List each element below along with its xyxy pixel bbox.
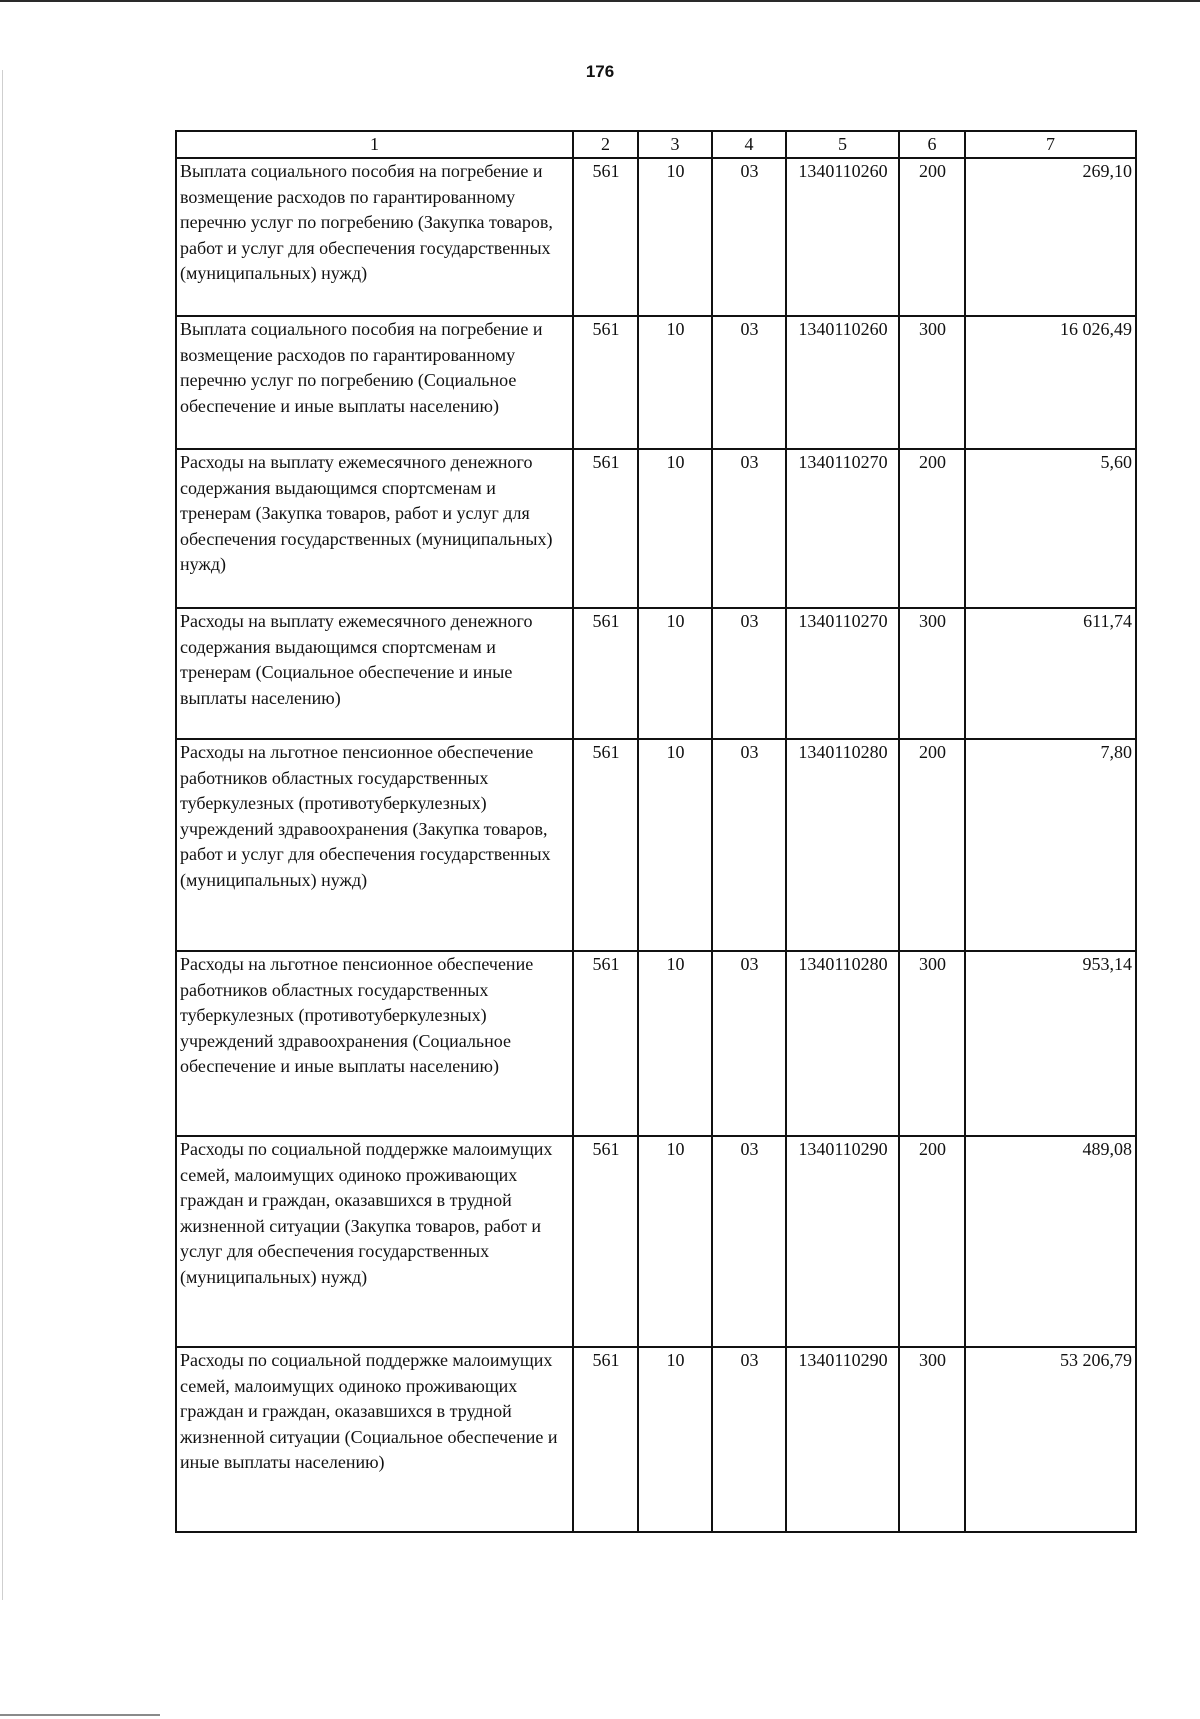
table-row bbox=[176, 1347, 1136, 1532]
row-ministry: 561 bbox=[573, 739, 638, 951]
row-ministry: 561 bbox=[573, 316, 638, 449]
row-description: Расходы по социальной поддержке малоимущих семей, малоимущих одиноко проживающих граждан и граждан, оказавшихся в трудной жизненной ситуации (Закупка товаров, работ и услуг для обеспечения государственных (муниципальных) нужд) bbox=[176, 1136, 573, 1347]
row-target-article: 1340110270 bbox=[786, 608, 899, 739]
row-expense-type: 300 bbox=[899, 951, 965, 1136]
row-target-article: 1340110260 bbox=[786, 158, 899, 316]
header-cell: 5 bbox=[786, 131, 899, 158]
row-expense-type: 300 bbox=[899, 1347, 965, 1532]
row-ministry: 561 bbox=[573, 1136, 638, 1347]
row-target-article: 1340110270 bbox=[786, 449, 899, 608]
table-header-row bbox=[176, 131, 1136, 158]
row-subsection: 03 bbox=[712, 608, 786, 739]
row-amount: 5,60 bbox=[965, 449, 1136, 608]
row-section: 10 bbox=[638, 1136, 712, 1347]
page-number: 176 bbox=[585, 62, 615, 81]
row-section: 10 bbox=[638, 951, 712, 1136]
row-description: Расходы на выплату ежемесячного денежного содержания выдающимся спортсменам и тренерам (Закупка товаров, работ и услуг для обеспечения государственных (муниципальных) нужд) bbox=[176, 449, 573, 608]
header-cell: 6 bbox=[899, 131, 965, 158]
table-row bbox=[176, 951, 1136, 1136]
row-amount: 53 206,79 bbox=[965, 1347, 1136, 1532]
row-description: Выплата социального пособия на погребение и возмещение расходов по гарантированному перечню услуг по погребению (Закупка товаров, работ и услуг для обеспечения государственных (муниципальных) нужд) bbox=[176, 158, 573, 316]
row-ministry: 561 bbox=[573, 951, 638, 1136]
row-target-article: 1340110280 bbox=[786, 951, 899, 1136]
row-ministry: 561 bbox=[573, 608, 638, 739]
row-subsection: 03 bbox=[712, 449, 786, 608]
scan-edge-bottom bbox=[0, 1714, 160, 1716]
table-row bbox=[176, 449, 1136, 608]
scan-edge-top bbox=[0, 0, 1200, 2]
row-description: Расходы на льготное пенсионное обеспечение работников областных государственных туберкулезных (противотуберкулезных) учреждений здравоохранения (Социальное обеспечение и иные выплаты населению) bbox=[176, 951, 573, 1136]
row-target-article: 1340110280 bbox=[786, 739, 899, 951]
row-description: Расходы по социальной поддержке малоимущих семей, малоимущих одиноко проживающих граждан и граждан, оказавшихся в трудной жизненной ситуации (Социальное обеспечение и иные выплаты населению) bbox=[176, 1347, 573, 1532]
row-section: 10 bbox=[638, 316, 712, 449]
table-row bbox=[176, 316, 1136, 449]
row-subsection: 03 bbox=[712, 316, 786, 449]
row-target-article: 1340110290 bbox=[786, 1136, 899, 1347]
header-cell: 1 bbox=[176, 131, 573, 158]
row-section: 10 bbox=[638, 449, 712, 608]
table-row bbox=[176, 608, 1136, 739]
row-amount: 269,10 bbox=[965, 158, 1136, 316]
row-ministry: 561 bbox=[573, 1347, 638, 1532]
header-cell: 7 bbox=[965, 131, 1136, 158]
row-amount: 16 026,49 bbox=[965, 316, 1136, 449]
row-target-article: 1340110290 bbox=[786, 1347, 899, 1532]
row-section: 10 bbox=[638, 158, 712, 316]
row-subsection: 03 bbox=[712, 1347, 786, 1532]
row-description: Расходы на льготное пенсионное обеспечение работников областных государственных туберкулезных (противотуберкулезных) учреждений здравоохранения (Закупка товаров, работ и услуг для обеспечения государственных (муниципальных) нужд) bbox=[176, 739, 573, 951]
row-subsection: 03 bbox=[712, 1136, 786, 1347]
row-expense-type: 300 bbox=[899, 316, 965, 449]
row-expense-type: 200 bbox=[899, 449, 965, 608]
row-ministry: 561 bbox=[573, 449, 638, 608]
row-amount: 489,08 bbox=[965, 1136, 1136, 1347]
row-subsection: 03 bbox=[712, 158, 786, 316]
table-row bbox=[176, 1136, 1136, 1347]
row-amount: 953,14 bbox=[965, 951, 1136, 1136]
row-description: Расходы на выплату ежемесячного денежного содержания выдающимся спортсменам и тренерам (Социальное обеспечение и иные выплаты населению) bbox=[176, 608, 573, 739]
table-row bbox=[176, 158, 1136, 316]
row-ministry: 561 bbox=[573, 158, 638, 316]
budget-table bbox=[175, 130, 1137, 1533]
header-cell: 4 bbox=[712, 131, 786, 158]
row-expense-type: 300 bbox=[899, 608, 965, 739]
row-section: 10 bbox=[638, 608, 712, 739]
row-subsection: 03 bbox=[712, 739, 786, 951]
header-cell: 2 bbox=[573, 131, 638, 158]
row-subsection: 03 bbox=[712, 951, 786, 1136]
row-expense-type: 200 bbox=[899, 739, 965, 951]
row-expense-type: 200 bbox=[899, 1136, 965, 1347]
table-row bbox=[176, 739, 1136, 951]
row-section: 10 bbox=[638, 1347, 712, 1532]
row-section: 10 bbox=[638, 739, 712, 951]
row-description: Выплата социального пособия на погребение и возмещение расходов по гарантированному перечню услуг по погребению (Социальное обеспечение и иные выплаты населению) bbox=[176, 316, 573, 449]
row-amount: 611,74 bbox=[965, 608, 1136, 739]
row-expense-type: 200 bbox=[899, 158, 965, 316]
scan-edge-left bbox=[2, 70, 3, 1600]
header-cell: 3 bbox=[638, 131, 712, 158]
row-amount: 7,80 bbox=[965, 739, 1136, 951]
row-target-article: 1340110260 bbox=[786, 316, 899, 449]
